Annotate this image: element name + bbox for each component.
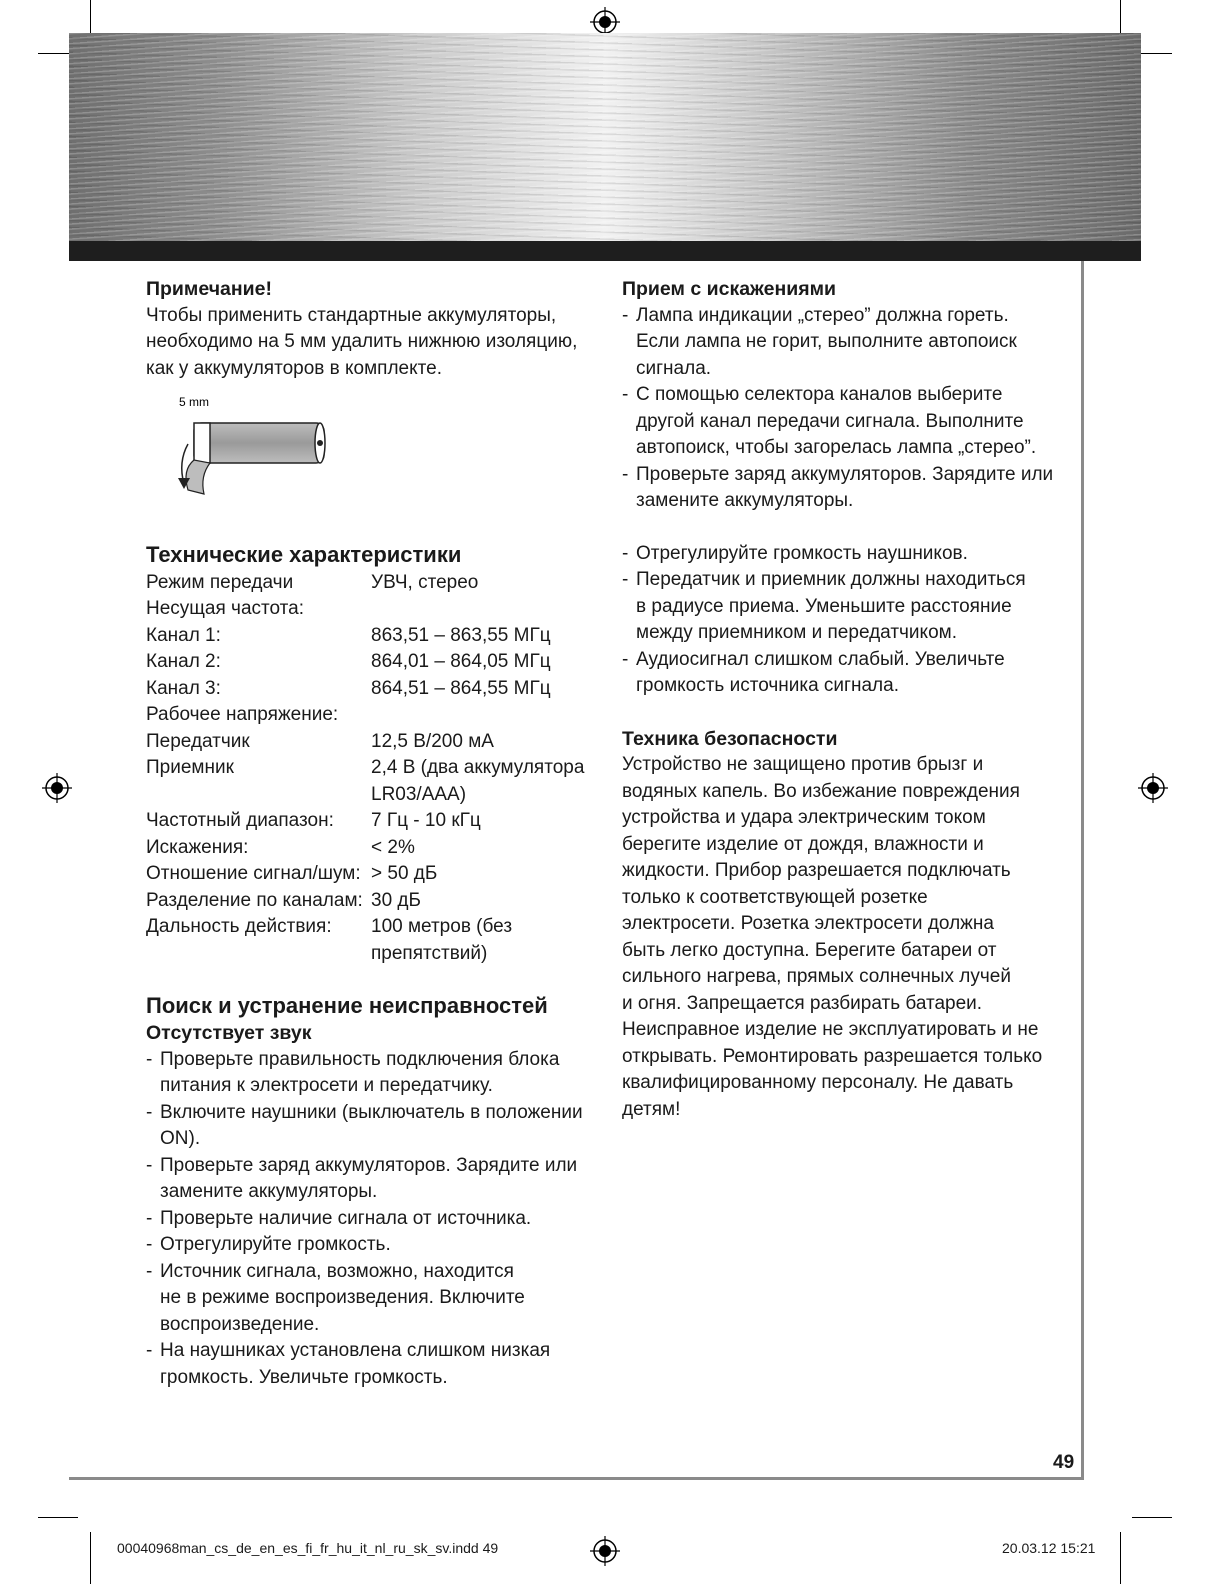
spec-key: Искажения: <box>146 836 249 858</box>
list-line: замените аккумуляторы. <box>160 1181 378 1202</box>
safety-line: и огня. Запрещается разбирать батареи. <box>622 992 983 1014</box>
list-item <box>622 382 1067 462</box>
list-item <box>146 1206 601 1233</box>
list-line: между приемником и передатчиком. <box>636 622 957 643</box>
note-line: Чтобы применить стандартные аккумуляторы, <box>146 304 557 326</box>
troubleshooting-section <box>146 992 601 1391</box>
list-item <box>622 647 1067 700</box>
spec-key: Частотный диапазон: <box>146 810 334 831</box>
spec-value: 863,51 – 863,55 МГц <box>371 624 551 646</box>
list-line: автопоиск, чтобы загорелась лампа „стерео”. <box>636 437 1037 458</box>
spec-value-line: препятствий) <box>371 942 488 964</box>
battery-insulation-figure <box>174 392 344 507</box>
spec-value: 30 дБ <box>371 889 421 911</box>
header-bar <box>69 241 1141 261</box>
spec-row <box>146 914 584 967</box>
spec-value: < 2% <box>371 836 415 858</box>
list-line: не в режиме воспроизведения. Включите <box>160 1287 525 1308</box>
safety-line: квалифицированному персоналу. Не давать <box>622 1072 1014 1093</box>
list-line: Если лампа не горит, выполните автопоиск <box>636 331 1017 352</box>
spec-value <box>371 596 584 623</box>
spec-row <box>146 729 584 756</box>
spec-key: Канал 1: <box>146 624 221 646</box>
spec-key: Канал 3: <box>146 677 221 699</box>
list-item <box>146 1047 601 1100</box>
figure-label: 5 mm <box>179 395 209 409</box>
distortion-title: Прием с искажениями <box>622 278 837 300</box>
spec-row <box>146 861 584 888</box>
list-line: - Аудиосигнал слишком слабый. Увеличьте <box>636 648 1005 670</box>
safety-line: детям! <box>622 1098 681 1120</box>
note-line: необходимо на 5 мм удалить нижнюю изоляцию, <box>146 331 578 352</box>
list-item <box>146 1338 601 1391</box>
list-line: - Проверьте правильность подключения блока <box>160 1048 560 1070</box>
crop-mark <box>1120 1532 1121 1584</box>
spec-key: Канал 2: <box>146 651 221 672</box>
spec-value: 7 Гц - 10 кГц <box>371 810 481 831</box>
safety-line: сильного нагрева, прямых солнечных лучей <box>622 966 1011 987</box>
list-line: громкость. Увеличьте громкость. <box>160 1366 448 1388</box>
crop-mark <box>1132 1517 1172 1518</box>
list-item <box>622 541 1067 568</box>
spec-value <box>371 755 584 808</box>
spec-key: Передатчик <box>146 730 250 752</box>
crop-mark <box>38 1517 78 1518</box>
specs-section <box>146 541 601 968</box>
list-line: - С помощью селектора каналов выберите <box>636 384 1003 405</box>
list-item <box>622 567 1067 647</box>
safety-line: жидкости. Прибор разрешается подключать <box>622 860 1011 881</box>
spec-row <box>146 676 584 703</box>
registration-mark-icon <box>590 1536 620 1566</box>
safety-line: берегите изделие от дождя, влажности и <box>622 833 984 855</box>
list-line: - Лампа индикации „стерео” должна гореть. <box>636 304 1009 326</box>
list-line: - Включите наушники (выключатель в положении <box>160 1101 583 1123</box>
spec-value: 864,51 – 864,55 МГц <box>371 677 551 699</box>
list-item <box>146 1232 601 1259</box>
spec-row <box>146 596 584 623</box>
safety-line: быть легко доступна. Берегите батареи от <box>622 939 997 961</box>
spec-value: УВЧ, стерео <box>371 571 479 593</box>
list-line: - Проверьте наличие сигнала от источника. <box>160 1207 532 1229</box>
crop-mark <box>90 1532 91 1584</box>
spec-value-line: 100 метров (без <box>371 916 513 937</box>
spec-value <box>371 914 584 967</box>
page-frame-bottom <box>69 1477 1084 1480</box>
specs-table <box>146 570 584 968</box>
list-line: питания к электросети и передатчику. <box>160 1075 493 1096</box>
troubleshooting-title: Поиск и устранение неисправностей <box>146 993 548 1018</box>
list-line: другой канал передачи сигнала. Выполните <box>636 410 1024 432</box>
spec-row <box>146 808 584 835</box>
spec-row <box>146 755 584 808</box>
spec-value-line: 2,4 В (два аккумулятора <box>371 757 585 778</box>
list-line: замените аккумуляторы. <box>636 490 854 511</box>
list-item <box>146 1153 601 1206</box>
spec-row <box>146 888 584 915</box>
page-frame-right <box>1081 261 1084 1479</box>
safety-line: водяных капель. Во избежание повреждения <box>622 780 1020 802</box>
footer-date: 20.03.12 15:21 <box>1002 1540 1096 1556</box>
distortion-list-b <box>622 541 1067 700</box>
spec-row <box>146 649 584 676</box>
list-line: - Проверьте заряд аккумуляторов. Зарядите или <box>636 463 1054 485</box>
spec-value: 12,5 В/200 мА <box>371 730 494 752</box>
list-line: в радиусе приема. Уменьшите расстояние <box>636 595 1012 617</box>
list-item <box>622 462 1067 515</box>
spec-row <box>146 623 584 650</box>
no-sound-title: Отсутствует звук <box>146 1022 312 1044</box>
spec-row <box>146 570 584 597</box>
spec-key: Рабочее напряжение: <box>146 704 339 725</box>
safety-line: устройства и удара электрическим током <box>622 807 986 828</box>
registration-mark-icon <box>42 773 72 803</box>
spec-value: > 50 дБ <box>371 863 438 884</box>
spec-key: Приемник <box>146 757 234 778</box>
safety-line: Неисправное изделие не эксплуатировать и не <box>622 1019 1039 1040</box>
spec-key: Разделение по каналам: <box>146 889 363 911</box>
list-line: - Передатчик и приемник должны находиться <box>636 569 1026 590</box>
footer-filename: 00040968man_cs_de_en_es_fi_fr_hu_it_nl_ru_sk_sv.indd 49 <box>117 1540 499 1556</box>
safety-line: электросети. Розетка электросети должна <box>622 913 994 934</box>
spec-row <box>146 702 584 729</box>
list-line: - Отрегулируйте громкость. <box>160 1234 391 1255</box>
page-number: 49 <box>1053 1452 1075 1473</box>
note-line: как у аккумуляторов в комплекте. <box>146 357 442 379</box>
list-line: сигнала. <box>636 357 712 379</box>
distortion-list-a <box>622 303 1067 515</box>
no-sound-list <box>146 1047 601 1392</box>
list-item <box>146 1259 601 1339</box>
safety-line: Устройство не защищено против брызг и <box>622 754 984 775</box>
spec-row <box>146 835 584 862</box>
spec-key: Режим передачи <box>146 571 294 593</box>
spec-key: Отношение сигнал/шум: <box>146 863 361 884</box>
note-section <box>146 276 601 516</box>
spec-key: Несущая частота: <box>146 598 304 619</box>
spec-value: 864,01 – 864,05 МГц <box>371 651 551 672</box>
spec-key: Дальность действия: <box>146 916 332 937</box>
note-title: Примечание! <box>146 278 272 300</box>
list-line: воспроизведение. <box>160 1313 320 1335</box>
list-item <box>146 1100 601 1153</box>
right-column <box>622 276 1067 1123</box>
header-banner <box>69 33 1141 241</box>
left-column <box>146 276 601 1391</box>
list-line: - На наушниках установлена слишком низкая <box>160 1340 551 1361</box>
list-line: - Отрегулируйте громкость наушников. <box>636 542 968 564</box>
spec-value-line: LR03/AAA) <box>371 783 467 805</box>
registration-mark-icon <box>1138 773 1168 803</box>
specs-title: Технические характеристики <box>146 541 462 567</box>
list-line: ON). <box>160 1128 201 1149</box>
list-line: громкость источника сигнала. <box>636 675 899 696</box>
spec-value <box>371 702 584 729</box>
safety-line: открывать. Ремонтировать разрешается только <box>622 1045 1043 1067</box>
safety-title: Техника безопасности <box>622 727 838 750</box>
safety-section <box>622 726 1067 1124</box>
list-item <box>622 303 1067 383</box>
safety-line: только к соответствующей розетке <box>622 886 928 908</box>
list-line: - Проверьте заряд аккумуляторов. Зарядите или <box>160 1154 578 1176</box>
distortion-section <box>622 276 1067 700</box>
list-line: - Источник сигнала, возможно, находится <box>160 1260 514 1282</box>
